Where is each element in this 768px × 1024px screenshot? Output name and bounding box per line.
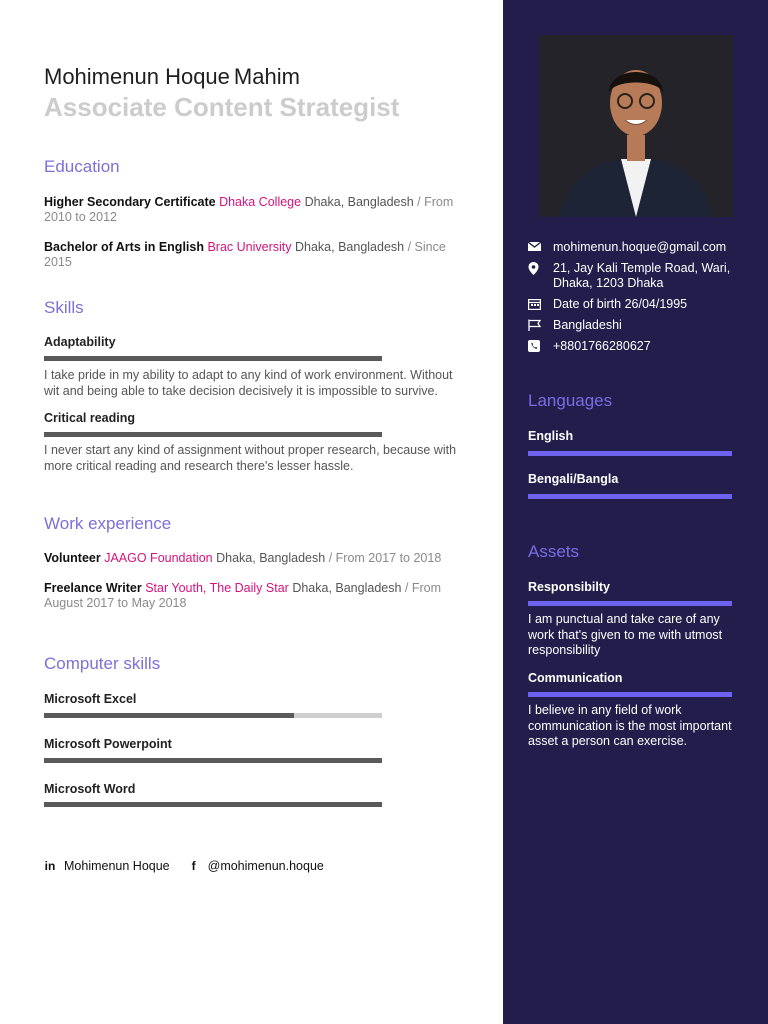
language-bar [528, 494, 732, 499]
skill-description: I take pride in my ability to adapt to any kind of work environment. Without wit and being able to take decision decisively it is impossible to survive. [44, 368, 453, 398]
languages-title: Languages [528, 391, 613, 410]
last-name: Mahim [233, 64, 300, 89]
contact-nationality [528, 318, 743, 333]
language-name: Bengali/Bangla [528, 472, 619, 486]
job-title: Associate Content Strategist [44, 92, 400, 122]
phone-icon [528, 339, 553, 354]
computer-skill-bar [44, 802, 382, 807]
work-org: Star Youth, The Daily Star [145, 581, 289, 595]
education-school: Dhaka College [219, 195, 302, 209]
asset-description: I believe in any field of work communication is the most important asset a person can exercise. [528, 703, 732, 748]
computer-skill-bar-fill [44, 713, 294, 718]
envelope-icon [528, 240, 553, 255]
work-role: Volunteer [44, 551, 101, 565]
email-text: mohimenun.hoque@gmail.com [553, 240, 727, 254]
education-school: Brac University [207, 240, 292, 254]
work-title: Work experience [44, 514, 172, 533]
dob-text: Date of birth 26/04/1995 [553, 297, 688, 311]
sidebar [503, 0, 768, 1024]
skill-bar-fill [44, 356, 382, 361]
education-entry [44, 195, 464, 225]
computer-skill-bar [44, 758, 382, 763]
calendar-icon [528, 297, 553, 312]
first-name: Mohimenun Hoque [44, 64, 230, 89]
work-place: Dhaka, Bangladesh [216, 551, 326, 565]
education-degree: Bachelor of Arts in English [44, 240, 204, 254]
computer-skill-bar-fill [44, 758, 382, 763]
work-period: / From August 2017 to May 2018 [44, 581, 442, 610]
education-period: / From 2010 to 2012 [44, 195, 454, 224]
skill-bar [44, 432, 382, 437]
work-period: / From 2017 to 2018 [328, 551, 442, 565]
computer-skill-bar-fill [44, 802, 382, 807]
flag-icon [528, 318, 553, 333]
asset-name: Communication [528, 671, 623, 685]
location-pin-icon [528, 261, 553, 291]
facebook-handle: @mohimenun.hoque [207, 859, 324, 873]
computer-skill-name: Microsoft Powerpoint [44, 737, 172, 751]
education-title: Education [44, 157, 120, 176]
linkedin-icon: in [44, 859, 56, 873]
contact-phone[interactable] [528, 339, 743, 354]
social-links [44, 859, 342, 873]
facebook-icon: f [191, 859, 196, 873]
computer-skills-title: Computer skills [44, 654, 161, 673]
skill-description: I never start any kind of assignment without proper research, because with more critical reading and research there's lesser hassle. [44, 443, 457, 473]
computer-skill-name: Microsoft Excel [44, 692, 137, 706]
nationality-text: Bangladeshi [553, 318, 622, 332]
language-name: English [528, 429, 574, 443]
skills-title: Skills [44, 298, 84, 317]
education-place: Dhaka, Bangladesh [304, 195, 414, 209]
linkedin-handle: Mohimenun Hoque [64, 859, 170, 873]
contact-email[interactable] [528, 240, 743, 255]
contact-address [528, 261, 743, 291]
skill-bar-fill [44, 432, 382, 437]
asset-name: Responsibilty [528, 580, 610, 594]
work-entry [44, 581, 464, 611]
linkedin-link[interactable] [44, 859, 170, 873]
address-text: 21, Jay Kali Temple Road, Wari, Dhaka, 1203 Dhaka [553, 261, 731, 290]
work-entry [44, 551, 464, 566]
education-place: Dhaka, Bangladesh [295, 240, 405, 254]
asset-description: I am punctual and take care of any work that's given to me with utmost responsibility [528, 612, 723, 657]
computer-skill-bar [44, 713, 382, 718]
work-place: Dhaka, Bangladesh [292, 581, 402, 595]
skill-name: Critical reading [44, 411, 135, 425]
full-name [44, 64, 304, 90]
contact-dob [528, 297, 743, 312]
education-entry [44, 240, 464, 270]
facebook-link[interactable] [188, 859, 324, 873]
phone-text: +8801766280627 [553, 339, 651, 353]
work-org: JAAGO Foundation [104, 551, 213, 565]
education-degree: Higher Secondary Certificate [44, 195, 216, 209]
skill-name: Adaptability [44, 335, 116, 349]
computer-skill-name: Microsoft Word [44, 782, 136, 796]
asset-bar [528, 692, 732, 697]
asset-bar [528, 601, 732, 606]
education-period: / Since 2015 [44, 240, 446, 269]
work-role: Freelance Writer [44, 581, 142, 595]
profile-photo [539, 35, 733, 217]
assets-title: Assets [528, 542, 580, 561]
language-bar [528, 451, 732, 456]
skill-bar [44, 356, 382, 361]
